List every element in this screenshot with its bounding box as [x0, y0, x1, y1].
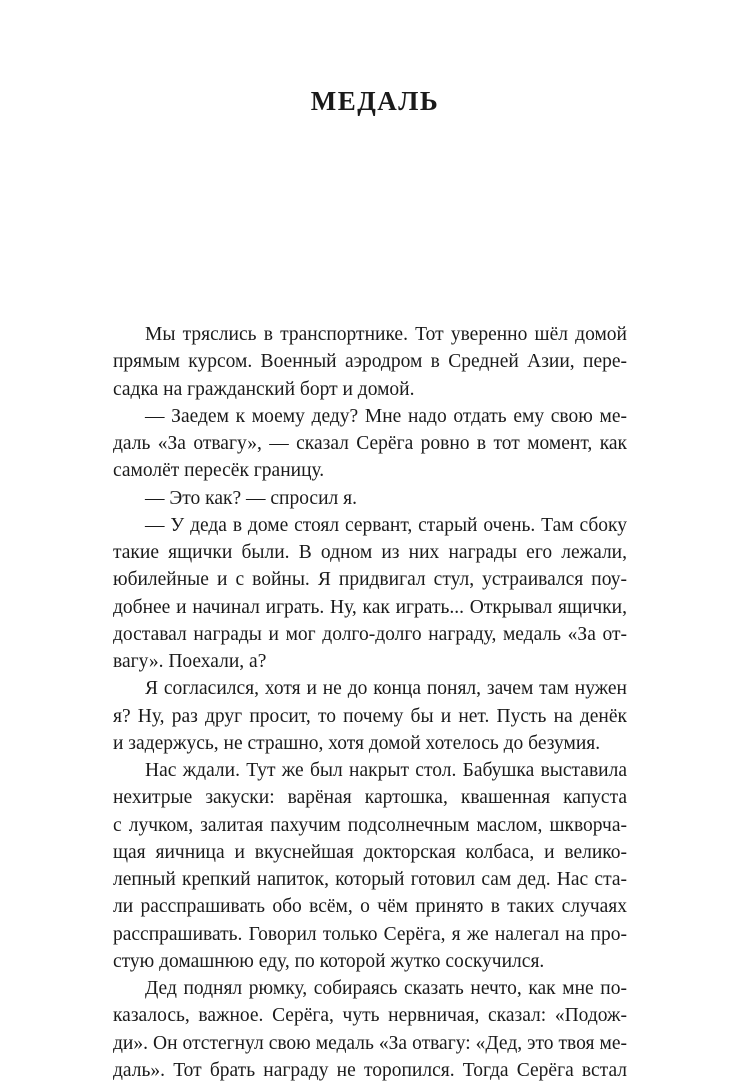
text-line: юбилейные и с войны. Я придвигал стул, устраивался поу-: [113, 569, 627, 591]
text-line: стую домашнюю еду, по которой жутко соскучился.: [113, 950, 545, 972]
text-line: Мы тряслись в транспортнике. Тот уверенно шёл домой: [145, 324, 627, 345]
text-line: с лучком, залитая пахучим подсолнечным маслом, шкворча-: [113, 814, 627, 836]
text-line: Дед поднял рюмку, собираясь сказать нечто, как мне по-: [145, 978, 627, 999]
text-line: расспрашивать. Говорил только Серёга, я же налегал на про-: [113, 923, 627, 945]
text-line: доставал награды и мог долго-долго награду, медаль «За от-: [113, 623, 627, 645]
text-line: щая яичница и вкуснейшая докторская колбаса, и велико-: [113, 841, 627, 863]
text-line: я? Ну, раз друг просит, то почему бы и нет. Пусть на денёк: [113, 705, 627, 727]
text-line: садка на гражданский борт и домой.: [113, 378, 415, 400]
text-line: — У деда в доме стоял сервант, старый очень. Там сбоку: [145, 514, 627, 536]
text-line: ли расспрашивать обо всём, о чём принято в таких случаях: [113, 896, 627, 918]
text-line: казалось, важное. Серёга, чуть нервничая, сказал: «Подож-: [113, 1005, 627, 1027]
text-line: вагу». Поехали, а?: [113, 651, 267, 672]
text-line: нехитрые закуски: варёная картошка, квашенная капуста: [113, 787, 627, 809]
text-line: ди». Он отстегнул свою медаль «За отвагу: «Дед, это твоя ме-: [113, 1032, 627, 1054]
text-line: прямым курсом. Военный аэродром в Средней Азии, пере-: [113, 351, 627, 373]
text-line: самолёт пересёк границу.: [113, 460, 325, 482]
body-text: [113, 321, 627, 1084]
text-line: такие ящички были. В одном из них награды его лежали,: [113, 542, 627, 563]
text-line: и задержусь, не страшно, хотя домой хотелось до безумия.: [113, 732, 601, 754]
text-line: добнее и начинал играть. Ну, как играть... Открывал ящички,: [113, 596, 627, 618]
text-line: лепный крепкий напиток, который готовил сам дед. Нас ста-: [113, 869, 627, 890]
chapter-title: МЕДАЛЬ: [310, 86, 440, 116]
text-line: Нас ждали. Тут же был накрыт стол. Бабушка выставила: [145, 760, 627, 781]
text-line: даль «За отвагу», — сказал Серёга ровно в тот момент, как: [113, 433, 627, 454]
text-line: — Заедем к моему деду? Мне надо отдать ему свою ме-: [145, 405, 627, 427]
text-line: Я согласился, хотя и не до конца понял, зачем там нужен: [145, 678, 627, 700]
text-line: даль». Тот брать награду не торопился. Тогда Серёга встал: [113, 1059, 627, 1081]
text-line: — Это как? — спросил я.: [145, 487, 357, 509]
